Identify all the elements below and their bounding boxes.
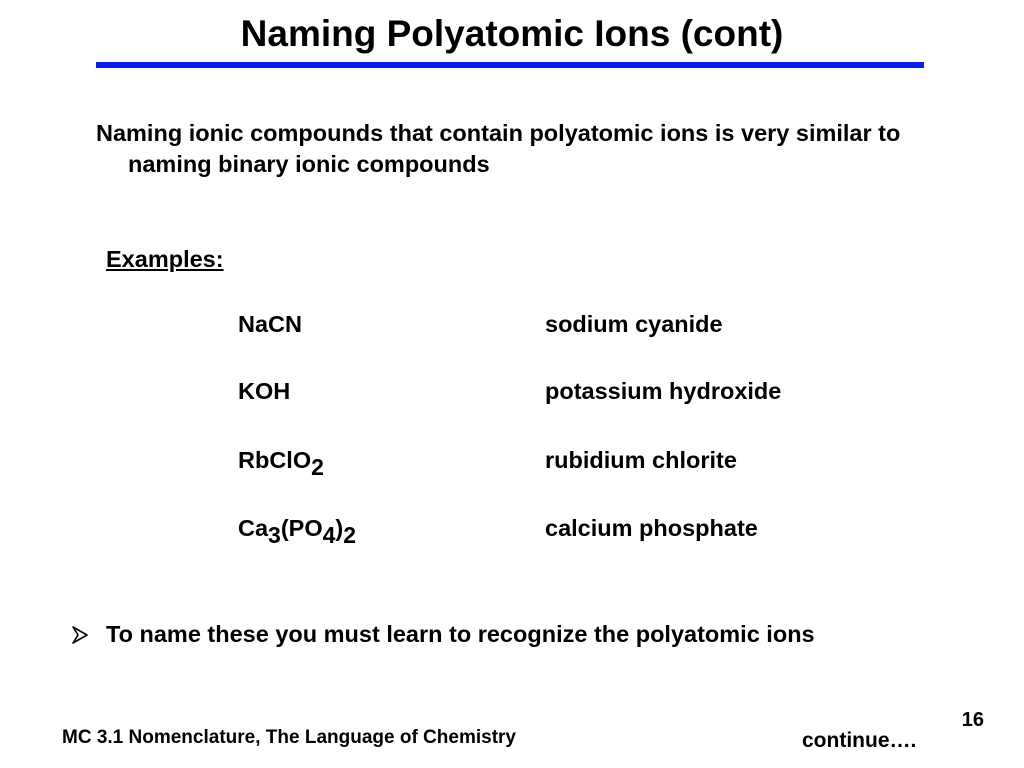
formula-subscript: 2 — [343, 522, 357, 548]
intro-paragraph: Naming ionic compounds that contain polyatomic ions is very similar to naming binary ionic compounds — [96, 120, 901, 177]
formula-text: NaCN — [238, 311, 302, 337]
continue-label: continue…. — [802, 729, 917, 752]
example-formula — [238, 445, 324, 480]
formula-text: ) — [335, 515, 344, 541]
example-formula — [238, 513, 357, 548]
example-compound-name: rubidium chlorite — [545, 447, 737, 473]
example-row — [0, 376, 1024, 410]
formula-subscript: 3 — [268, 522, 281, 548]
formula-text: RbClO — [238, 447, 312, 473]
formula-subscript: 4 — [322, 522, 336, 548]
slide-title: Naming Polyatomic Ions (cont) — [240, 13, 784, 54]
examples-heading: Examples: — [106, 246, 224, 272]
formula-subscript: 2 — [311, 454, 324, 480]
example-row — [0, 513, 1024, 547]
formula-text: (PO — [280, 515, 323, 541]
example-compound-name: potassium hydroxide — [545, 378, 782, 404]
formula-text: KOH — [238, 378, 291, 404]
key-point-text: To name these you must learn to recognize the polyatomic ions — [106, 621, 815, 647]
arrow-bullet-icon — [72, 626, 88, 644]
page-number: 16 — [961, 709, 984, 731]
example-row — [0, 309, 1024, 343]
example-formula — [238, 309, 302, 339]
key-point-bullet — [72, 619, 815, 649]
example-formula — [238, 376, 290, 406]
example-row — [0, 445, 1024, 479]
formula-text: Ca — [238, 515, 269, 541]
example-compound-name: sodium cyanide — [545, 311, 723, 337]
title-underline-rule — [96, 62, 924, 68]
example-compound-name: calcium phosphate — [545, 515, 758, 541]
footer-course-title: MC 3.1 Nomenclature, The Language of Chemistry — [62, 727, 516, 748]
